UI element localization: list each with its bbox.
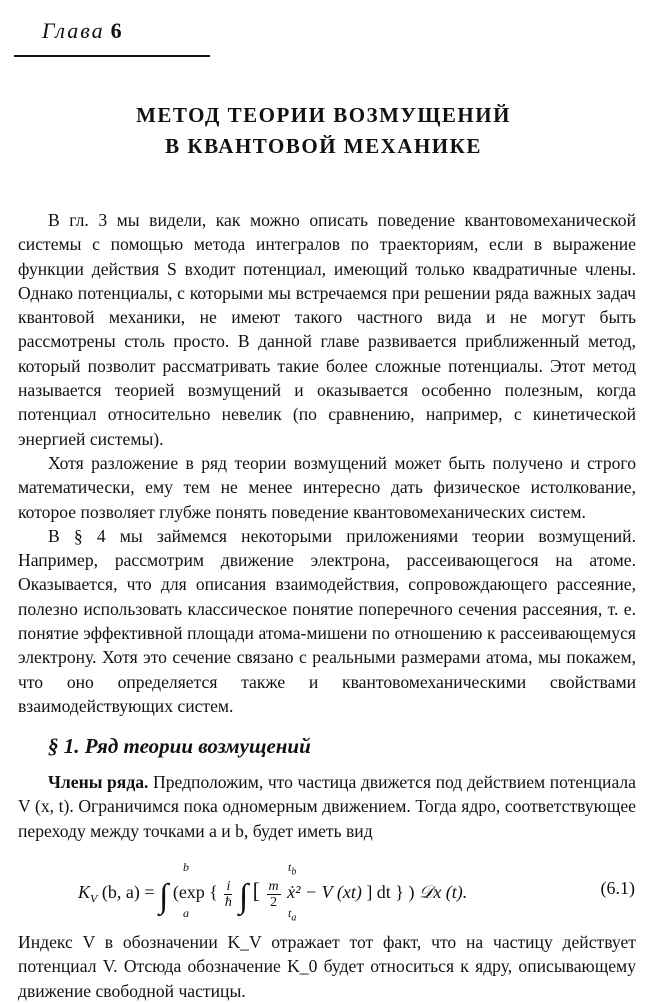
mass-fraction: [267, 879, 281, 910]
chapter-title-line1: МЕТОД ТЕОРИИ ВОЗМУЩЕНИЙ: [136, 103, 511, 127]
path-measure: 𝒟x (t).: [418, 882, 468, 902]
coef-fraction: [224, 879, 232, 910]
potential-term: − V (xt): [300, 882, 362, 902]
outer-integral-sign: ∫: [159, 878, 169, 915]
exp-open: (exp {: [172, 882, 218, 902]
run-in-heading: Члены ряда.: [48, 772, 149, 792]
velocity-squared: ẋ²: [287, 882, 301, 902]
mass-numerator: m: [268, 879, 279, 894]
bracket-close: ] dt } ): [366, 882, 415, 902]
intro-paragraph-2: Хотя разложение в ряд теории возмущений может быть получено и строго математически, ему тем не менее интересно дать физическое истолкование, которое позволяет глубже понять поведение квантовомеханических систем.: [18, 452, 636, 522]
kernel-symbol: K: [78, 882, 91, 902]
outer-integral-lower: a: [183, 906, 189, 920]
chapter-rule: [14, 55, 210, 57]
chapter-number: 6: [110, 18, 124, 43]
section-1-text: [18, 770, 636, 843]
chapter-title: [0, 100, 647, 162]
mass-denominator: 2: [270, 895, 278, 910]
section-1-paragraph: [18, 770, 636, 843]
coef-denominator: ħ: [224, 895, 232, 910]
section-heading: § 1. Ряд теории возмущений: [48, 734, 311, 758]
chapter-word: Глава: [42, 18, 105, 43]
section-1-paragraph-text: Предположим, что частица движется под действием потенциала V (x, t). Ограничимся пока одномерным движением. Тогда ядро, соответствующее переходу между точками a и b, будет иметь вид: [18, 772, 636, 841]
equation-6-1: [0, 862, 647, 922]
after-equation-paragraph: Индекс V в обозначении K_V отражает тот факт, что на частицу действует потенциал V. Отсюда обозначение K_0 будет относиться к ядру, описывающему движение свободной частицы.: [18, 932, 636, 1001]
bracket-open: [: [252, 878, 260, 903]
intro-paragraph-1: В гл. 3 мы видели, как можно описать поведение квантовомеханической системы с помощью метода интегралов по траекториям, если в выражение функции действия S входит потенциал, имеющий только квадратичные члены. Однако потенциалы, с которыми мы встречаемся при решении ряда важных задач квантовой механики, не имеют такого частного вида и не могут быть рассмотрены столь просто. В данной главе развивается приближенный метод, который позволит рассматривать такие более сложные потенциалы. Этот метод называется теорией возмущений и оказывается особенно полезным, когда потенциал относительно невелик (по сравнению, например, с кинетической энергией системы).: [18, 210, 636, 449]
inner-integral-lower: $t_a$: [288, 906, 297, 924]
after-equation-text: [18, 930, 636, 1003]
kernel-subscript: V: [90, 891, 98, 906]
chapter-title-line2: В КВАНТОВОЙ МЕХАНИКЕ: [165, 134, 482, 158]
chapter-header: [42, 18, 124, 44]
inner-integral-upper: $t_b$: [288, 860, 297, 878]
equation-number: (6.1): [600, 878, 635, 898]
intro-text: [18, 208, 636, 718]
inner-integral-sign: ∫: [238, 878, 249, 915]
outer-integral-upper: b: [183, 860, 189, 874]
equation-body: [78, 878, 467, 916]
kernel-args: (b, a) =: [101, 882, 155, 902]
coef-numerator: i: [226, 879, 231, 894]
intro-paragraph-3: В § 4 мы займемся некоторыми приложениями теории возмущений. Например, рассмотрим движение электрона, рассеивающегося на атоме. Оказывается, что для описания взаимодействия, сопровождающего рассеяние, полезно использовать классическое понятие поперечного сечения рассеяния, т. е. понятие эффективной площади атома-мишени по отношению к рассеивающемуся электрону. Хотя это сечение связано с реальными размерами атома, мы покажем, что оно определяется также и квантовомеханическими свойствами взаимодействующих систем.: [18, 525, 636, 716]
